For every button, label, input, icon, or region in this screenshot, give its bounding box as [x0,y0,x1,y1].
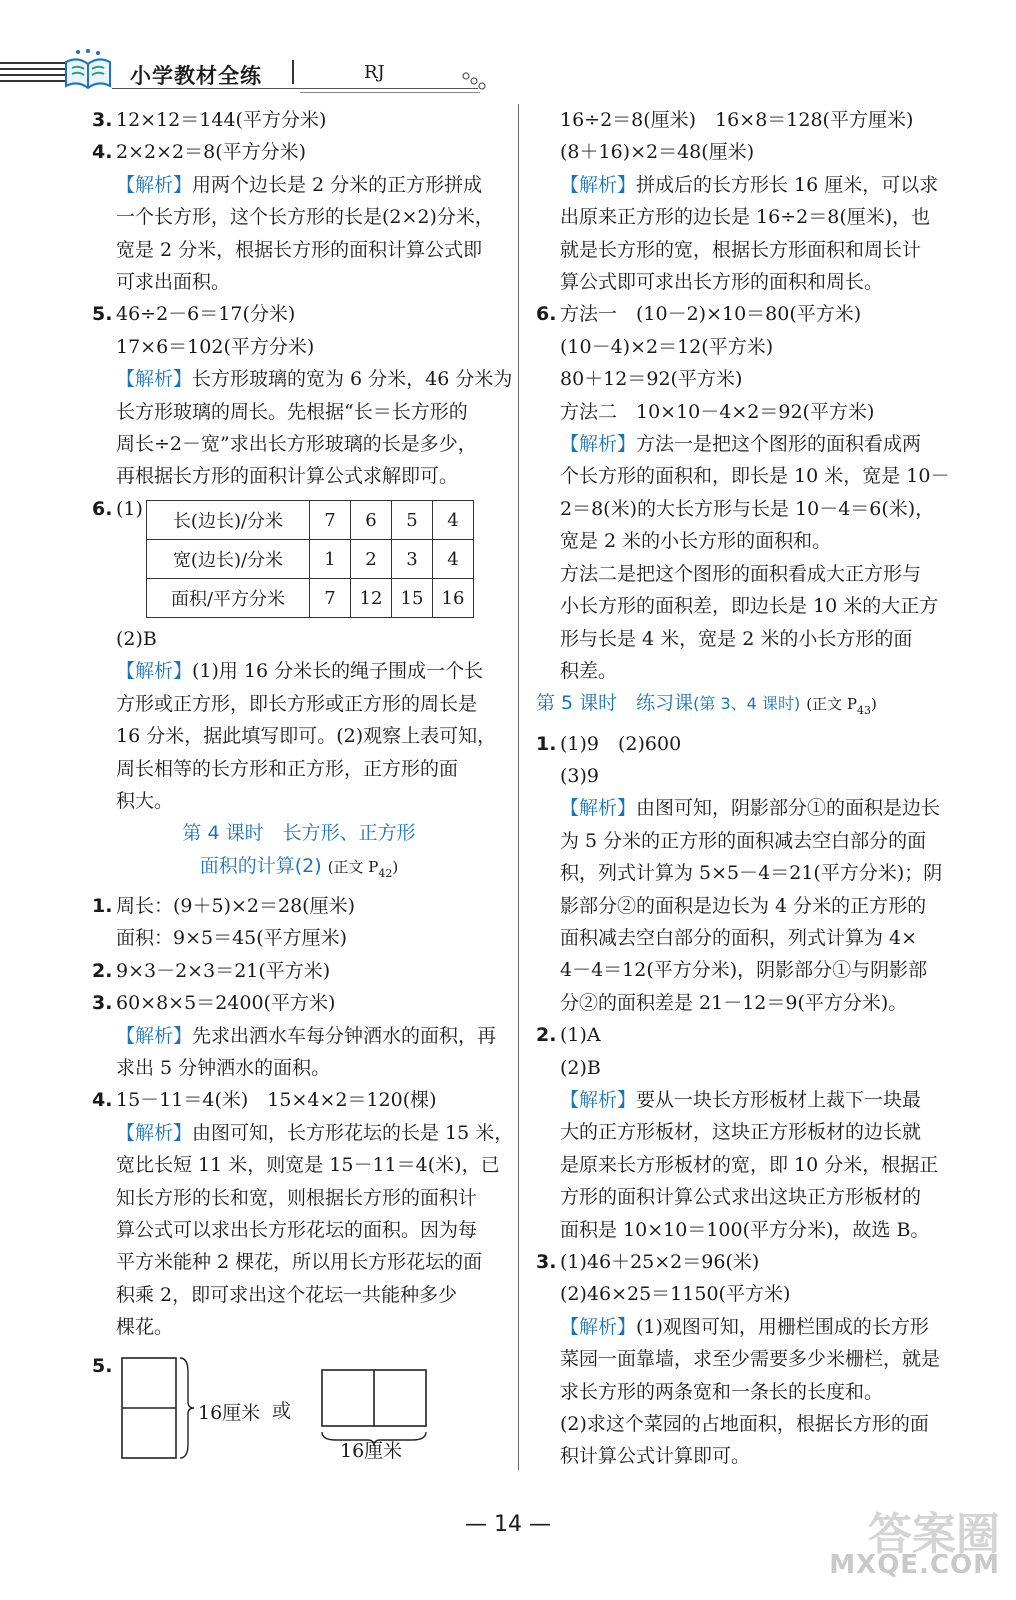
section-title-5: 第 5 课时 练习课(第 3、4 课时) (正文 $P_{43}$) [536,692,877,718]
header-rule-secondary [300,92,480,93]
open-book-icon [62,48,114,92]
right-analysis-6: 【解析】方法一是把这个图形的面积看成两 个长方形的面积和，即长是 10 米，宽是 10－ 2＝8(米)的大长方形与长是 10－4＝6(米)， 宽是 2 米的小长方形的面积和。 方法二是把这个图形的面积看成大正方形与 小长方形的面积差，即边长是 10 米的大正方 形与长是 4 米，宽是 2 米的小长方形的面 积差。 [560,433,950,682]
question-3: 3. 12×12＝144(平方分米) [92,109,327,131]
analysis-tag: 【解析】 [116,1024,193,1047]
s4-analysis-4: 【解析】由图可知，长方形花坛的长是 15 米， 宽比长短 11 米，则宽是 15－11＝4(米)，已 知长方形的长和宽，则根据长方形的面积计 算公式可以求出长方形花坛的面积。因为每 平方米能种 2 棵花，所以用长方形花坛的面 积乘 2，即可求出这个花坛一共能种多少 棵花。 [116,1121,514,1339]
s5-question-2: 2. (1)A [536,1024,601,1047]
table-row: 长(边长)/分米 7 6 5 4 [147,501,474,540]
s5-question-3: 3. (1)46＋25×2＝96(米) [536,1251,760,1274]
question-6: 6. (1) [92,497,143,520]
figure-label-2: 16厘米 [340,1440,403,1462]
table-row: 宽(边长)/分米 1 2 3 4 [147,540,474,579]
s4-analysis-3: 【解析】先求出洒水车每分钟洒水的面积，再 求出 5 分钟洒水的面积。 [116,1024,497,1079]
analysis-tag: 【解析】 [560,1088,637,1111]
section-title-4: 第 4 课时 长方形、正方形 [182,822,416,845]
s5-analysis-2: 【解析】要从一块长方形板材上裁下一块最 大的正方形板材，这块正方形板材的边长就 是原来长方形板材的宽，即 10 分米，根据正 方形的面积计算公式求出这块正方形板材的 面积是 10×10＝100(平方分米)，故选 B。 [560,1088,939,1241]
watermark [770,1490,1010,1590]
page-number: — 14 — [465,1512,551,1537]
right-analysis-5: 【解析】拼成后的长方形长 16 厘米，可以求 出原来正方形的边长是 16÷2＝8(厘米)，也 就是长方形的宽，根据长方形面积和周长计 算公式即可求出长方形的面积和周长。 [560,173,939,294]
right-line-2: (8＋16)×2＝48(厘米) [560,141,755,164]
header-separator [292,60,294,84]
analysis-tag: 【解析】 [560,433,637,456]
s4-question-2: 2. 9×3－2×3＝21(平方米) [92,959,331,982]
header-edition: RJ [364,62,385,83]
s5-analysis-1: 【解析】由图可知，阴影部分①的面积是边长 为 5 分米的正方形的面积减去空白部分的面 积，列式计算为 5×5－4＝21(平方分米)；阴 影部分②的面积是边长为 4 分米的正方形的 面积减去空白部分的面积，列式计算为 4× 4－4＝12(平方分米)，阴影部分①与阴影部 分②的面积差是 21－12＝9(平方分米)。 [560,797,943,1014]
analysis-6: 【解析】(1)用 16 分米长的绳子围成一个长 方形或正方形，即长方形或正方形的周长是 16 分米，据此填写即可。(2)观察上表可知， 周长相等的长方形和正方形，正方形的面 积大。 [116,660,497,812]
analysis-tag: 【解析】 [116,1121,193,1144]
question-5: 5. 46÷2－6＝17(分米) [92,303,296,326]
watermark-logo: 答案圈 [868,1509,1000,1560]
table-row: 面积/平方分米 7 12 15 16 [147,579,474,618]
area-table [146,500,474,618]
section-subtitle-4: 面积的计算(2) (正文 $P_{42}$) [199,854,399,880]
analysis-tag: 【解析】 [560,1315,637,1338]
analysis-tag: 【解析】 [116,173,193,196]
figure-label-1: 16厘米 [198,1402,261,1424]
question-5-line2: 17×6＝102(平方分米) [116,335,315,358]
analysis-5: 【解析】长方形玻璃的宽为 6 分米，46 分米为 长方形玻璃的周长。先根据“长＝长方形的 周长÷2－宽”求出长方形玻璃的长是多少， 再根据长方形的面积计算公式求解即可。 [116,368,513,488]
s4-question-3: 3. 60×8×5＝2400(平方米) [92,992,336,1015]
right-column: 16÷2＝8(厘米) 16×8＝128(平方厘米) (8＋16)×2＝48(厘米) 【解析】拼成后的长方形长 16 厘米，可以求 出原来正方形的边长是 16÷2＝8(厘米)，也 就是长方形的宽，根据长方形面积和周长计 算公式即可求出长方形的面积和周长。 6. 方法一 (10－2)×10＝80(平方米) (10－4)×2＝12(平方米) 80＋12＝92(平方米) 方法二 10×10－4×2＝92(平方米) 【解析】方法一是把这个图形的面积看成两 个长方形的面积和，即长是 10 米，宽是 10－ 2＝8(米)的大长方形与长是 10－4＝6(米)， 宽是 2 米的小长方形的面积和。 方法二是把这个图形的面积看成大正方形与 小长方形的面积差，即边长是 10 米的大正方 形与长是 4 米，宽是 2 米的小长方形的面 积差。 第 5 课时 练习课(第 3、4 课时) (正文 $P_{43}$) 1. (1)9 (2)600 (3)9 【解析】由图可知，阴影部分①的面积是边长 为 5 分米的正方形的面积减去空白部分的面 积，列式计算为 5×5－4＝21(平方分米)；阴 影部分②的面积是边长为 4 分米的正方形的 面积减去空白部分的面积，列式计算为 4× 4－4＝12(平方分米)，阴影部分①与阴影部 分②的面积差是 21－12＝9(平方分米)。 2. (1)A (2)B 【解析】要从一块长方形板材上裁下一块最 大的正方形板材，这块正方形板材的边长就 是原来长方形板材的宽，即 10 分米，根据正 方形的面积计算公式求出这块正方形板材的 面积是 10×10＝100(平方分米)，故选 B。 3. (1)46＋25×2＝96(米) (2)46×25＝1150(平方米) 【解析】(1)观图可知，用栅栏围成的长方形 菜园一面靠墙，求至少需要多少米栅栏，就是 求长方形的两条宽和一条长的长度和。 (2)求这个菜园的占地面积，根据长方形的面 积计算公式计算即可。 [536,104,946,1473]
column-divider [518,104,519,1470]
figure-or: 或 [272,1400,292,1422]
s5-question-1: 1. (1)9 (2)600 [536,732,682,755]
left-column: 3. 12×12＝144(平方分米) 4. 2×2×2＝8(平方分米) 【解析】用两个边长是 2 分米的正方形拼成 一个长方形，这个长方形的长是(2×2)分米， 宽是 2 分米，根据长方形的面积计算公式即 可求出面积。 5. 46÷2－6＝17(分米) 17×6＝102(平方分米) 【解析】长方形玻璃的宽为 6 分米，46 分米为 长方形玻璃的周长。先根据“长＝长方形的 周长÷2－宽”求出长方形玻璃的长是多少， 再根据长方形的面积计算公式求解即可。 6. (1) (2)B 【解析】(1)用 16 分米长的绳子围成一个长 方形或正方形，即长方形或正方形的周长是 16 分米，据此填写即可。(2)观察上表可知， 周长相等的长方形和正方形，正方形的面 积大。 第 4 课时 长方形、正方形 面积的计算(2) (正文 $P_{42}$) 1. 周长：(9＋5)×2＝28(厘米) 面积：9×5＝45(平方厘米) 2. 9×3－2×3＝21(平方米) 3. 60×8×5＝2400(平方米) 【解析】先求出洒水车每分钟洒水的面积，再 求出 5 分钟洒水的面积。 4. 15－11＝4(米) 15×4×2＝120(棵) 【解析】由图可知，长方形花坛的长是 15 米， 宽比长短 11 米，则宽是 15－11＝4(米)，已 知长方形的长和宽，则根据长方形的面积计 算公式可以求出长方形花坛的面积。因为每 平方米能种 2 棵花，所以用长方形花坛的面 积乘 2，即可求出这个花坛一共能种多少 棵花。 5. [92,104,506,1382]
analysis-tag: 【解析】 [560,797,637,820]
header-rule [112,88,478,89]
s5-analysis-3: 【解析】(1)观图可知，用栅栏围成的长方形 菜园一面靠墙，求至少需要多少米栅栏，就是 求长方形的两条宽和一条长的长度和。 (2)求这个菜园的占地面积，根据长方形的面 积计算公式计算即可。 [560,1315,941,1468]
right-line-1: 16÷2＝8(厘米) 16×8＝128(平方厘米) [560,109,914,131]
header-title: 小学教材全练 [130,64,262,88]
s4-question-5: 5. [92,1354,113,1377]
watermark-site: MXQE.COM [829,1550,1000,1580]
analysis-tag: 【解析】 [116,368,193,391]
question-6-part2: (2)B [116,627,157,650]
right-question-6: 6. 方法一 (10－2)×10＝80(平方米) [536,303,862,326]
s4-question-4: 4. 15－11＝4(米) 15×4×2＝120(棵) [92,1089,437,1112]
header-dots-icon [462,72,486,92]
page-header [0,40,520,100]
header-decor-lines [0,62,70,86]
analysis-4: 【解析】用两个边长是 2 分米的正方形拼成 一个长方形，这个长方形的长是(2×2)分米， 宽是 2 分米，根据长方形的面积计算公式即 可求出面积。 [116,173,494,294]
question-4: 4. 2×2×2＝8(平方分米) [92,141,307,164]
s4-question-1: 1. 周长：(9＋5)×2＝28(厘米) [92,894,356,917]
analysis-tag: 【解析】 [560,173,637,196]
analysis-tag: 【解析】 [116,660,193,683]
